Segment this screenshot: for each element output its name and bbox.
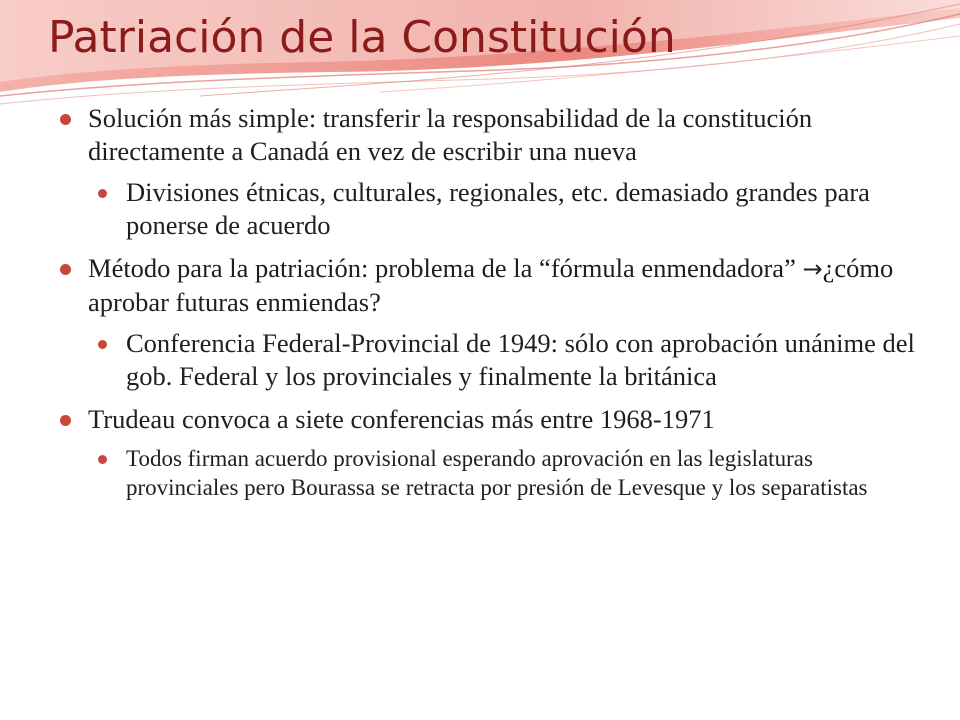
bullet-dot-icon: [98, 455, 107, 464]
bullet-text: Método para la patriación: problema de la “fórmula enmendadora”: [88, 253, 803, 283]
bullet-dot-icon: [60, 415, 71, 426]
sub-bullet-item: [98, 444, 920, 502]
bullet-item: [60, 403, 920, 436]
sub-bullet-item: [98, 176, 920, 242]
bullet-item: [60, 252, 920, 319]
slide-title: Patriación de la Constitución: [48, 12, 676, 63]
bullet-text-question: ¿cómo aprobar futuras enmiendas?: [88, 253, 894, 317]
bullet-dot-icon: [98, 189, 107, 198]
sub-bullet-text: Divisiones étnicas, culturales, regionales, etc. demasiado grandes para ponerse de acuerdo: [126, 177, 870, 240]
bullet-text: Solución más simple: transferir la responsabilidad de la constitución directamente a Canadá en vez de escribir una nueva: [88, 103, 813, 166]
bullet-item: [60, 102, 920, 168]
right-arrow-icon: →: [802, 255, 823, 283]
sub-bullet-text: Todos firman acuerdo provisional esperando aprovación en las legislaturas provinciales pero Bourassa se retracta por presión de Levesque y los separatistas: [126, 446, 868, 500]
bullet-list: [60, 98, 920, 512]
bullet-dot-icon: [60, 114, 71, 125]
sub-bullet-item: [98, 327, 920, 393]
bullet-dot-icon: [98, 340, 107, 349]
bullet-text: Trudeau convoca a siete conferencias más entre 1968-1971: [88, 404, 715, 434]
sub-bullet-text: Conferencia Federal-Provincial de 1949: sólo con aprobación unánime del gob. Federal y los provinciales y finalmente la británica: [126, 328, 915, 391]
bullet-dot-icon: [60, 264, 71, 275]
